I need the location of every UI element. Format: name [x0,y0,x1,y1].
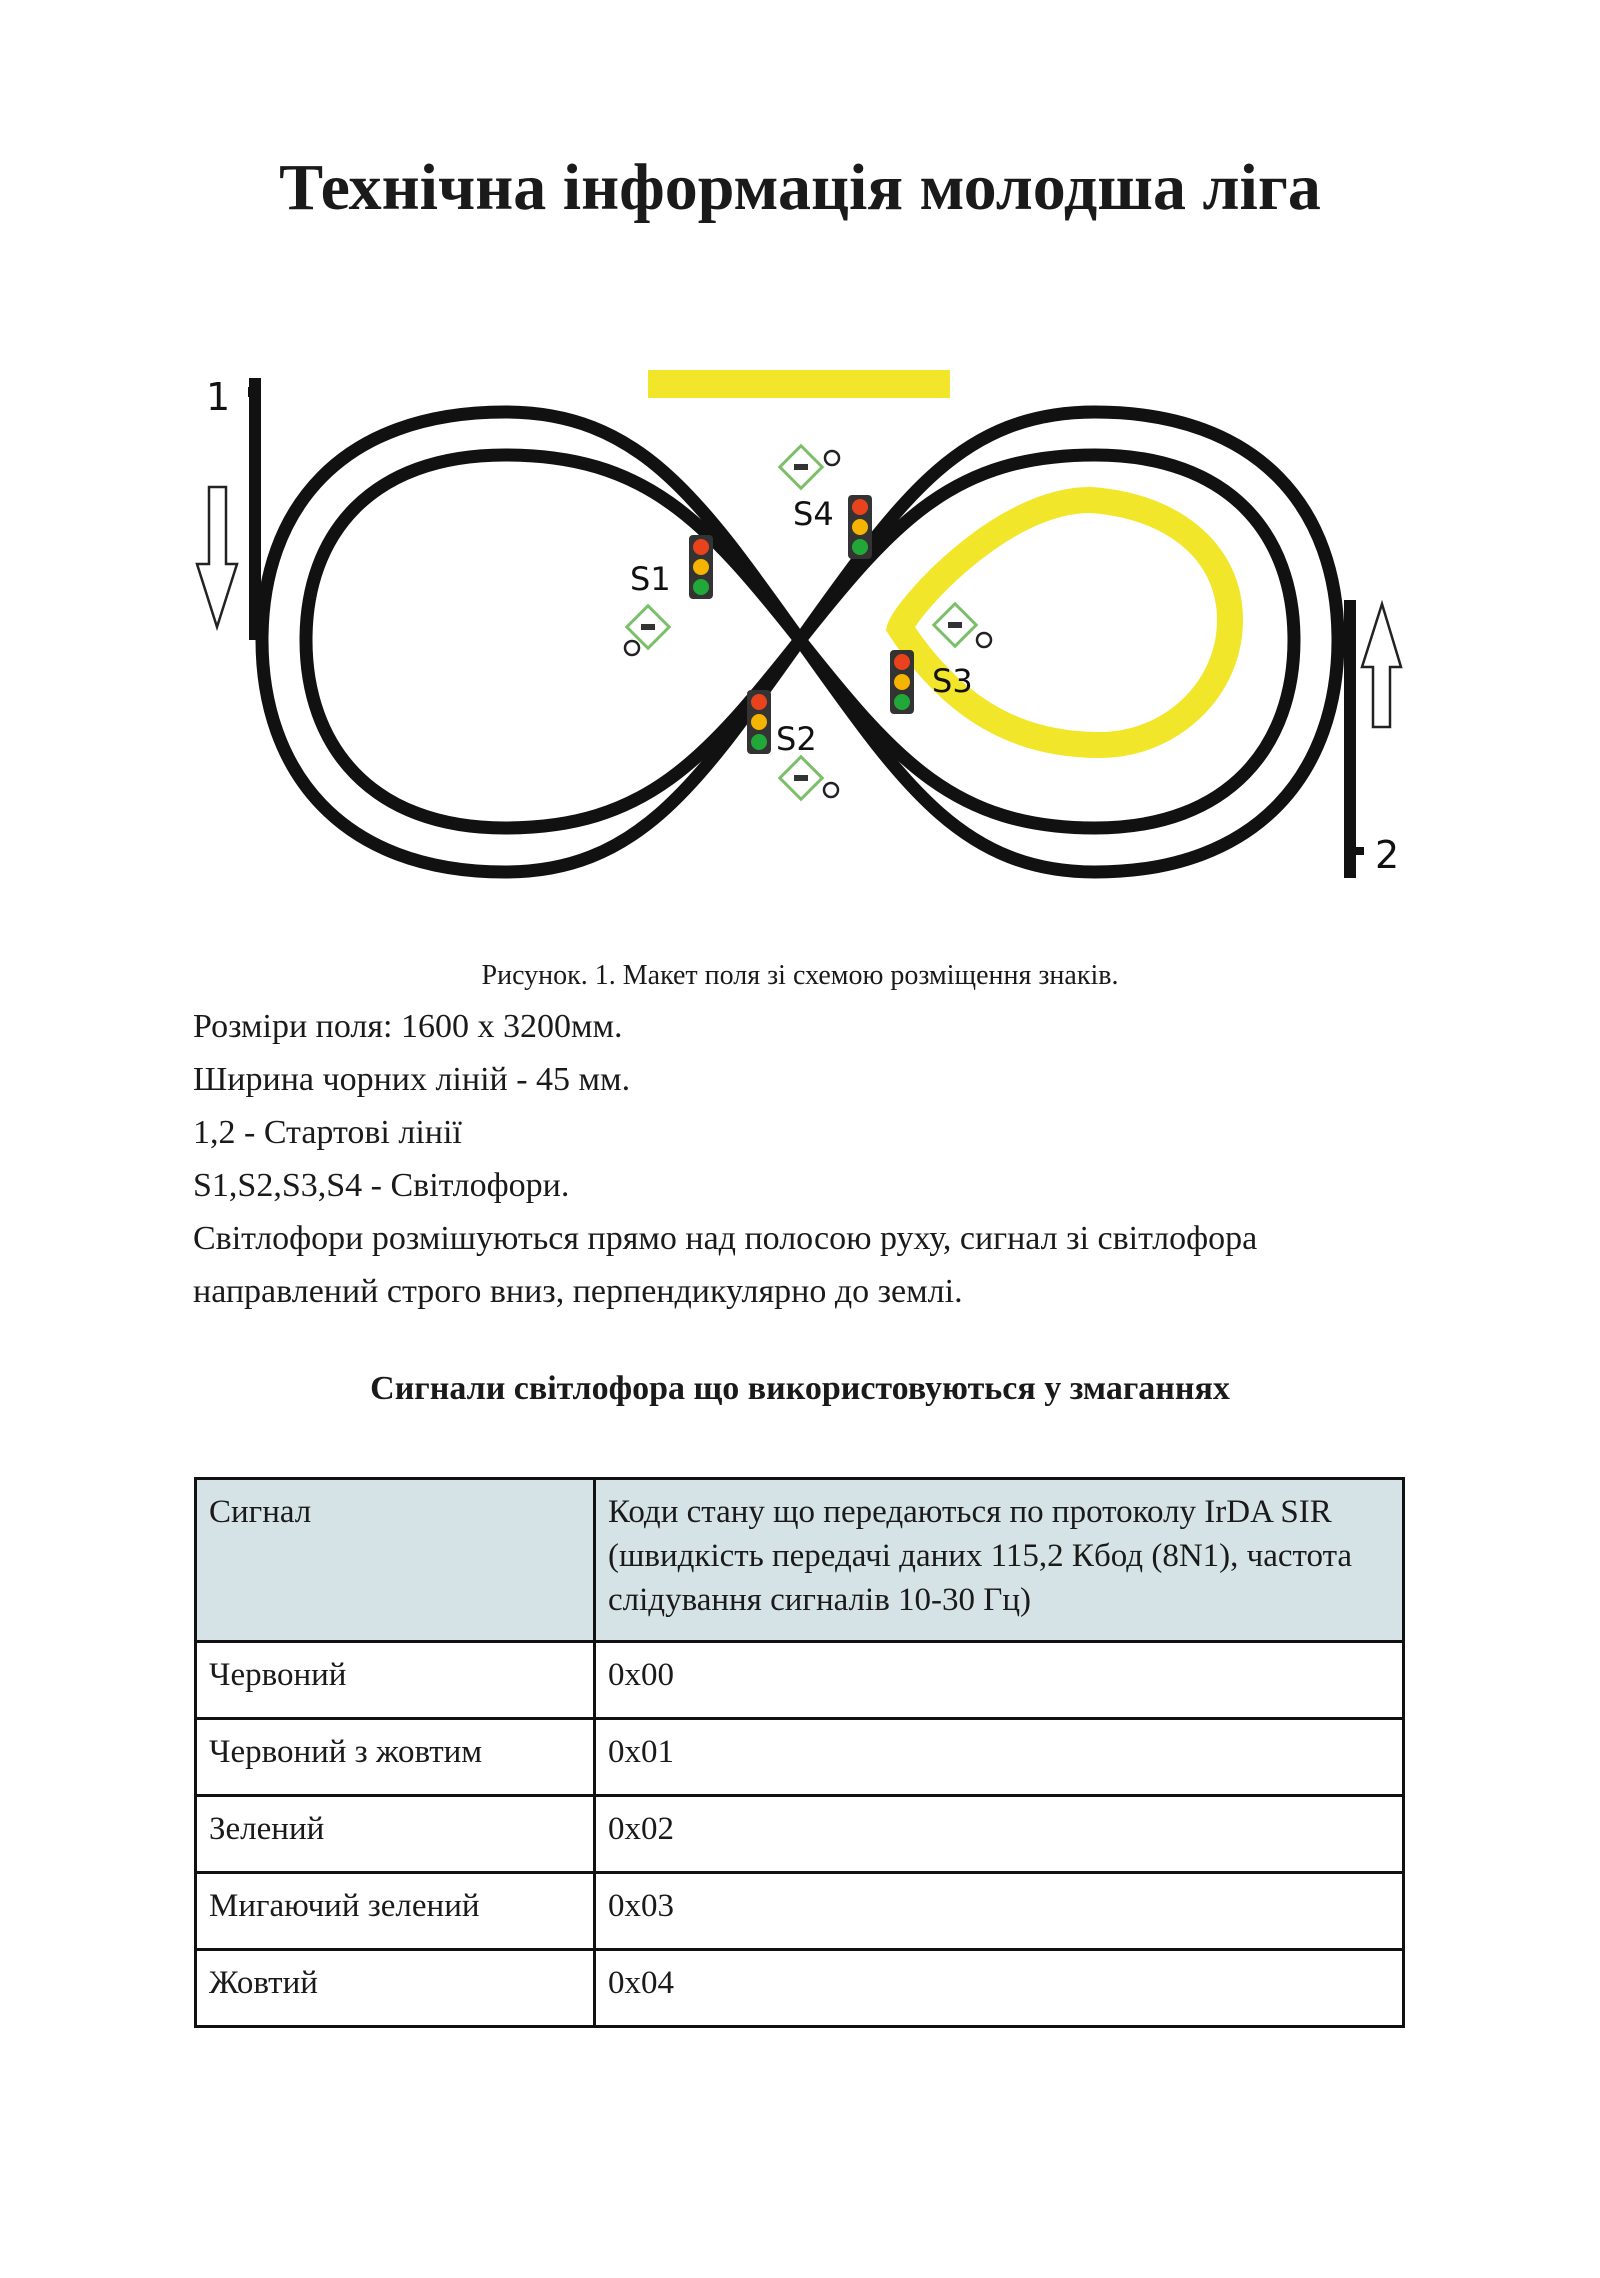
header-signal: Сигнал [196,1479,595,1642]
table-header-row [196,1479,1404,1642]
figure-caption: Рисунок. 1. Макет поля зі схемою розміщення знаків. [481,960,1119,991]
yellow-bar [648,370,950,398]
signal-code-cell: 0x04 [595,1950,1404,2027]
sign-s4-icon [780,446,839,488]
up-arrow-icon [1362,604,1401,727]
field-description [193,1000,1413,1318]
page-title: Технічна інформація молодша ліга [279,151,1321,224]
signal-code-cell: 0x01 [595,1719,1404,1796]
paragraph-start-lines: 1,2 - Стартові лінії [193,1114,462,1151]
table-row [196,1719,1404,1796]
sign-s2-icon [780,757,838,799]
start-label-1: 1 [206,375,231,419]
paragraph-placement: Світлофори розмішуються прямо над полосою руху, сигнал зі світлофора направлений строго вниз, перпендикулярно до землі. [193,1220,1258,1310]
header-codes: Коди стану що передаються по протоколу IrDA SIR (швидкість передачі даних 115,2 Кбод (8N1), частота слідування сигналів 10-30 Гц) [595,1479,1404,1642]
signal-code-cell: 0x03 [595,1873,1404,1950]
table-row [196,1873,1404,1950]
signal-label-s2: S2 [776,720,817,758]
signal-label-s4: S4 [793,495,834,533]
table-row [196,1950,1404,2027]
signal-name-cell: Червоний з жовтим [196,1719,595,1796]
table-row [196,1642,1404,1719]
signal-label-s3: S3 [932,662,973,700]
signal-name-cell: Жовтий [196,1950,595,2027]
sign-s3-icon [934,604,991,647]
field-layout-figure [190,340,1430,900]
signal-name-cell: Мигаючий зелений [196,1873,595,1950]
start-marker-1 [248,387,260,397]
sign-s1-icon [625,606,669,655]
traffic-light-s3 [890,650,914,714]
traffic-light-s2 [747,690,771,754]
signals-table [194,1477,1405,2028]
signal-name-cell: Зелений [196,1796,595,1873]
traffic-light-s1 [689,535,713,599]
down-arrow-icon [197,487,237,627]
paragraph-traffic-lights: S1,S2,S3,S4 - Світлофори. [193,1167,570,1204]
signal-label-s1: S1 [630,560,671,598]
paragraph-field-size: Розміри поля: 1600 х 3200мм. [193,1008,623,1045]
start-marker-2 [1354,847,1364,855]
signal-name-cell: Червоний [196,1642,595,1719]
signal-code-cell: 0x00 [595,1642,1404,1719]
paragraph-line-width: Ширина чорних ліній - 45 мм. [193,1061,631,1098]
table-row [196,1796,1404,1873]
section-heading: Сигнали світлофора що використовуються у змаганнях [370,1370,1230,1407]
traffic-light-s4 [848,495,872,559]
start-label-2: 2 [1375,833,1400,877]
signal-code-cell: 0x02 [595,1796,1404,1873]
